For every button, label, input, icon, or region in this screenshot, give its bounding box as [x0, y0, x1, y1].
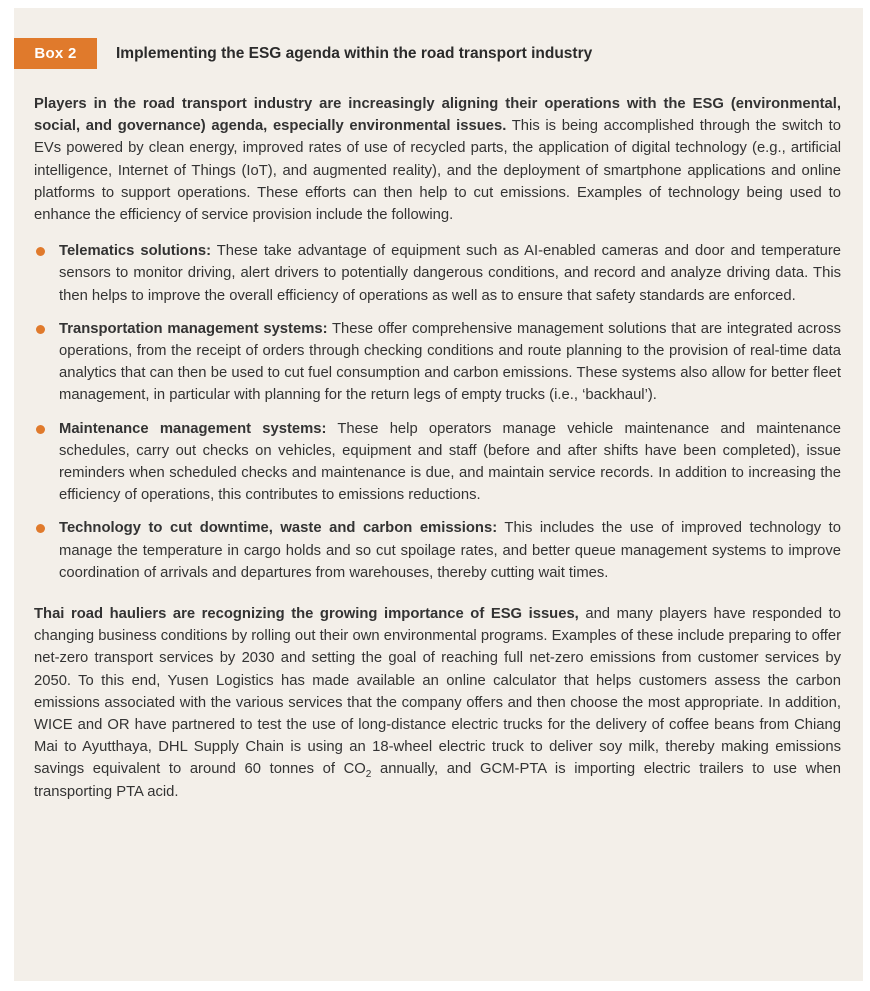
bullet-dot-icon — [36, 325, 45, 334]
list-item — [34, 318, 841, 407]
box-content — [34, 93, 841, 803]
list-item — [34, 240, 841, 307]
list-item-text: These offer comprehensive management solutions that are integrated across operations, from the receipt of orders through checking conditions and route planning to the provision of real-time data analytics that can then be used to cut fuel consumption and carbon emissions. These systems also allow for better fleet management, in particular with planning for the return legs of empty trucks (i.e., ‘backhaul’). — [59, 320, 841, 404]
list-item-text: These help operators manage vehicle maintenance and maintenance schedules, carry out checks on vehicles, equipment and staff (before and after shifts have been completed), issue reminders when scheduled checks and maintenance is due, and maintain service records. In addition to increasing the efficiency of operations, this contributes to emissions reductions. — [59, 420, 841, 504]
box-header — [14, 38, 863, 69]
list-item — [34, 418, 841, 507]
bullet-dot-icon — [36, 247, 45, 256]
list-item-text: These take advantage of equipment such as AI-enabled cameras and door and temperature sensors to monitor driving, alert drivers to potentially dangerous conditions, and record and analyze driving data. This then helps to improve the overall efficiency of operations as well as to ensure that safety standards are enforced. — [59, 243, 841, 304]
list-item — [34, 517, 841, 584]
list-item-term: Transportation management systems: — [59, 320, 328, 337]
list-item-text: This includes the use of improved technology to manage the temperature in cargo holds and so cut spoilage rates, and better queue management systems to improve coordination of arrivals and departures from warehouses, thereby cutting wait times. — [59, 520, 841, 581]
closing-lead: Thai road hauliers are recognizing the growing importance of ESG issues, — [34, 606, 579, 623]
intro-body: This is being accomplished through the switch to EVs powered by clean energy, improved rates of use of recycled parts, the application of digital technology (e.g., artificial intelligence, Internet of Things (IoT), and augmented reality), and the deployment of smartphone applications and online platforms to support operations. These efforts can then help to cut emissions. Examples of technology being used to enhance the efficiency of service provision include the following. — [34, 118, 841, 224]
intro-paragraph — [34, 93, 841, 226]
bullet-dot-icon — [36, 524, 45, 533]
closing-body-1: and many players have responded to changing business conditions by rolling out their own environmental programs. Examples of these include preparing to offer net-zero transport services by 2030 and setting the goal of reaching full net-zero emissions from customer services by 2050. To this end, Yusen Logistics has made available an online calculator that helps customers assess the carbon emissions associated with the various services that the company offers and then choose the most appropriate. In addition, WICE and OR have partnered to test the use of long-distance electric trucks for the delivery of coffee beans from Chiang Mai to Ayutthaya, DHL Supply Chain is using an 18-wheel electric truck to deliver soy milk, thereby making emissions savings equivalent to around 60 tonnes of CO — [34, 606, 841, 778]
closing-body-2: annually, and GCM-PTA is importing electric trailers to use when transporting PTA acid. — [34, 761, 842, 800]
closing-paragraph — [34, 603, 841, 803]
technology-list — [34, 240, 841, 584]
list-item-term: Maintenance management systems: — [59, 420, 327, 437]
box-title: Implementing the ESG agenda within the road transport industry — [116, 45, 593, 62]
co2-subscript: 2 — [365, 769, 372, 781]
list-item-term: Technology to cut downtime, waste and carbon emissions: — [59, 520, 498, 537]
intro-lead: Players in the road transport industry are increasingly aligning their operations with the ESG (environmental, social, and governance) agenda, especially environmental issues. — [34, 96, 841, 135]
bullet-dot-icon — [36, 425, 45, 434]
list-item-term: Telematics solutions: — [59, 243, 212, 260]
box-label-tag: Box 2 — [14, 38, 97, 69]
esg-box-panel — [14, 8, 863, 981]
